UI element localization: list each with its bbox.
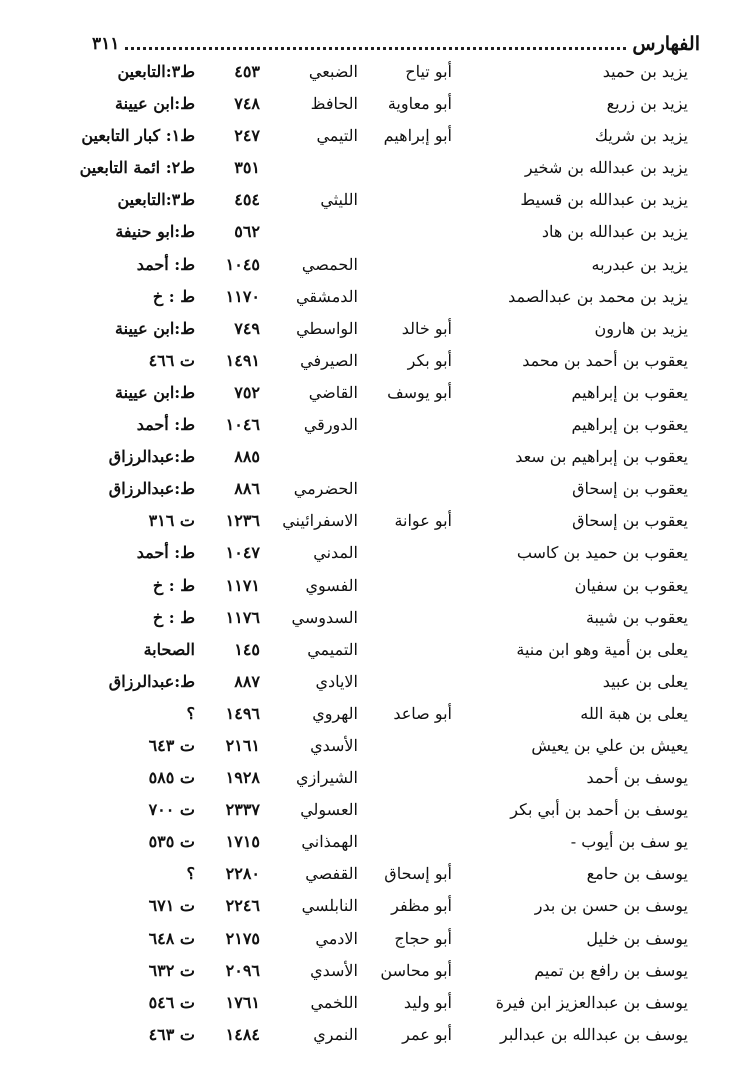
- index-row: [0, 989, 743, 1021]
- narrator-tabaqa: ط : خ: [152, 607, 195, 627]
- page-title: الفهارس: [632, 33, 700, 55]
- entry-number: ٢٣٣٧: [225, 800, 260, 820]
- index-row: [0, 732, 743, 764]
- entry-number: ٨٨٧: [234, 671, 260, 691]
- index-row: [0, 379, 743, 411]
- narrator-tabaqa: ت ٦٧١: [148, 896, 195, 916]
- narrator-nisba: التميمي: [307, 639, 358, 659]
- narrator-name: يزيد بن شريك: [594, 126, 688, 146]
- narrator-tabaqa: ط: أحمد: [136, 254, 195, 274]
- narrator-nisba: القفصي: [305, 864, 358, 884]
- narrator-nisba: الهمذاني: [301, 832, 358, 852]
- narrator-kunya: أبو خالد: [401, 318, 452, 338]
- entry-number: ٧٥٢: [234, 382, 260, 402]
- narrator-name: يوسف بن خليل: [586, 928, 688, 948]
- index-row: [0, 925, 743, 957]
- entry-number: ١٧١٥: [225, 832, 260, 852]
- narrator-tabaqa: ط:ابن عيينة: [115, 94, 195, 114]
- narrator-nisba: الواسطي: [296, 318, 358, 338]
- narrator-name: يوسف بن أحمد: [586, 768, 688, 788]
- narrator-tabaqa: ت ٥٣٥: [148, 832, 195, 852]
- narrator-tabaqa: ط٣:التابعين: [117, 190, 195, 210]
- narrator-nisba: الادمي: [315, 928, 358, 948]
- index-row: [0, 860, 743, 892]
- narrator-name: يعقوب بن أحمد بن محمد: [522, 350, 688, 370]
- narrator-nisba: النمري: [313, 1024, 358, 1044]
- narrator-tabaqa: ط:ابو حنيفة: [115, 222, 195, 242]
- entry-number: ٢٤٧: [234, 126, 260, 146]
- index-row: [0, 507, 743, 539]
- narrator-tabaqa: ت ٤٦٣: [148, 1024, 195, 1044]
- narrator-name: يوسف بن عبدالله بن عبدالبر: [499, 1024, 688, 1044]
- narrator-kunya: أبو بكر: [407, 350, 452, 370]
- narrator-tabaqa: ط: أحمد: [136, 415, 195, 435]
- index-row: [0, 90, 743, 122]
- index-row: [0, 828, 743, 860]
- narrator-tabaqa: ط:ابن عيينة: [115, 382, 195, 402]
- narrator-nisba: الحضرمي: [293, 479, 358, 499]
- entry-number: ٣٥١: [234, 158, 260, 178]
- narrator-name: يعيش بن علي بن يعيش: [531, 735, 688, 755]
- narrator-name: يعلى بن هبة الله: [580, 703, 688, 723]
- narrator-tabaqa: ط:عبدالرزاق: [108, 447, 195, 467]
- narrator-tabaqa: ت ٥٤٦: [148, 992, 195, 1012]
- entry-number: ١٤٨٤: [225, 1024, 260, 1044]
- narrator-nisba: الفسوي: [305, 575, 358, 595]
- index-row: [0, 796, 743, 828]
- index-row: [0, 475, 743, 507]
- narrator-tabaqa: ط١: كبار التابعين: [81, 126, 195, 146]
- narrator-name: يعلى بن أمية وهو ابن منية: [516, 639, 688, 659]
- narrator-name: يعقوب بن إسحاق: [572, 511, 688, 531]
- narrator-nisba: اللخمي: [310, 992, 358, 1012]
- entry-number: ١٢٣٦: [225, 511, 260, 531]
- narrator-tabaqa: ط:عبدالرزاق: [108, 671, 195, 691]
- narrator-tabaqa: ت ٦٣٢: [148, 960, 195, 980]
- entry-number: ١٤٩١: [225, 350, 260, 370]
- page-number: ٣١١: [92, 34, 120, 54]
- narrator-name: يوسف بن حامع: [586, 864, 688, 884]
- narrator-nisba: السدوسي: [291, 607, 358, 627]
- index-row: [0, 443, 743, 475]
- entry-number: ١١٧٦: [225, 607, 260, 627]
- narrator-kunya: أبو صاعد: [393, 703, 452, 723]
- narrator-nisba: الاسفرائيني: [282, 511, 358, 531]
- narrator-kunya: أبو وليد: [403, 992, 452, 1012]
- entry-number: ٨٨٦: [234, 479, 260, 499]
- narrator-tabaqa: ط : خ: [152, 575, 195, 595]
- narrator-nisba: العسولي: [300, 800, 358, 820]
- narrator-name: يو سف بن أيوب -: [570, 832, 688, 852]
- entry-number: ١٤٥: [234, 639, 260, 659]
- narrator-nisba: الحافظ: [310, 94, 358, 114]
- narrator-nisba: الأسدي: [310, 960, 358, 980]
- narrator-nisba: الليثي: [320, 190, 358, 210]
- narrator-name: يزيد بن زريع: [606, 94, 688, 114]
- narrator-kunya: أبو معاوية: [387, 94, 452, 114]
- narrator-nisba: الحمصي: [301, 254, 358, 274]
- narrator-name: يوسف بن عبدالعزيز ابن فيرة: [495, 992, 688, 1012]
- index-row: [0, 892, 743, 924]
- narrator-name: يوسف بن رافع بن تميم: [534, 960, 688, 980]
- narrator-name: يزيد بن عبدالله بن قسيط: [520, 190, 688, 210]
- entry-number: ١٩٢٨: [225, 768, 260, 788]
- entry-number: ٢١٧٥: [225, 928, 260, 948]
- narrator-name: يعقوب بن إسحاق: [572, 479, 688, 499]
- narrator-kunya: أبو محاسن: [380, 960, 452, 980]
- index-row: [0, 411, 743, 443]
- narrator-name: يعقوب بن إبراهيم: [571, 382, 688, 402]
- index-row: [0, 154, 743, 186]
- index-row: [0, 604, 743, 636]
- index-row: [0, 700, 743, 732]
- index-row: [0, 251, 743, 283]
- index-row: [0, 283, 743, 315]
- index-row: [0, 668, 743, 700]
- narrator-tabaqa: ؟: [186, 864, 195, 884]
- narrator-kunya: أبو إبراهيم: [383, 126, 452, 146]
- index-row: [0, 957, 743, 989]
- index-row: [0, 186, 743, 218]
- narrator-name: يعقوب بن شيبة: [585, 607, 688, 627]
- entry-number: ٥٦٢: [234, 222, 260, 242]
- narrator-tabaqa: ت ٦٤٣: [148, 735, 195, 755]
- narrator-name: يعقوب بن سفيان: [574, 575, 688, 595]
- narrator-nisba: الصيرفي: [300, 350, 358, 370]
- entry-number: ١٤٩٦: [225, 703, 260, 723]
- narrator-nisba: المدني: [313, 543, 358, 563]
- narrator-nisba: النابلسي: [301, 896, 358, 916]
- narrator-tabaqa: ط:عبدالرزاق: [108, 479, 195, 499]
- narrator-name: يزيد بن عبدالله بن هاد: [541, 222, 688, 242]
- narrator-name: يوسف بن حسن بن بدر: [534, 896, 688, 916]
- narrator-kunya: أبو إسحاق: [384, 864, 452, 884]
- entry-number: ٢٠٩٦: [225, 960, 260, 980]
- narrator-tabaqa: الصحابة: [143, 639, 195, 659]
- narrator-kunya: أبو عوانة: [394, 511, 452, 531]
- narrator-name: يزيد بن عبدالله بن شخير: [524, 158, 688, 178]
- entry-number: ١٧٦١: [225, 992, 260, 1012]
- narrator-tabaqa: ط:ابن عيينة: [115, 318, 195, 338]
- entry-number: ١٠٤٥: [225, 254, 260, 274]
- narrator-nisba: الدمشقي: [296, 286, 358, 306]
- narrator-nisba: الأسدي: [310, 735, 358, 755]
- entry-number: ٢٢٨٠: [225, 864, 260, 884]
- entry-number: ٧٤٨: [234, 94, 260, 114]
- entry-number: ٤٥٣: [234, 62, 260, 81]
- entry-number: ١١٧٠: [225, 286, 260, 306]
- index-row: [0, 347, 743, 379]
- narrator-tabaqa: ت ٧٠٠: [148, 800, 195, 820]
- narrator-nisba: الايادي: [315, 671, 358, 691]
- narrator-kunya: أبو عمر: [402, 1024, 452, 1044]
- narrator-kunya: أبو مظفر: [391, 896, 452, 916]
- narrator-name: يعلى بن عبيد: [602, 671, 688, 691]
- narrator-nisba: الضبعي: [308, 62, 358, 81]
- index-row: [0, 58, 743, 90]
- narrator-kunya: أبو حجاج: [394, 928, 452, 948]
- running-header: [92, 28, 700, 60]
- narrator-kunya: أبو يوسف: [387, 382, 452, 402]
- narrator-nisba: التيمي: [316, 126, 358, 146]
- index-row: [0, 539, 743, 571]
- narrator-nisba: الشيرازي: [296, 768, 358, 788]
- entry-number: ٢٢٤٦: [225, 896, 260, 916]
- index-row: [0, 636, 743, 668]
- entry-number: ٧٤٩: [234, 318, 260, 338]
- narrator-name: يوسف بن أحمد بن أبي بكر: [510, 800, 688, 820]
- index-row: [0, 122, 743, 154]
- narrator-tabaqa: ط: أحمد: [136, 543, 195, 563]
- index-row: [0, 764, 743, 796]
- narrator-name: يعقوب بن إبراهيم: [571, 415, 688, 435]
- narrator-name: يزيد بن محمد بن عبدالصمد: [508, 286, 688, 306]
- narrator-name: يعقوب بن إبراهيم بن سعد: [515, 447, 688, 467]
- narrator-tabaqa: ت ٣١٦: [148, 511, 195, 531]
- narrator-nisba: الهروي: [312, 703, 358, 723]
- narrator-tabaqa: ت ٦٤٨: [148, 928, 195, 948]
- narrator-name: يزيد بن عبدربه: [591, 254, 688, 274]
- narrator-nisba: الدورقي: [303, 415, 358, 435]
- entry-number: ١٠٤٦: [225, 415, 260, 435]
- narrator-tabaqa: ط٣:التابعين: [117, 62, 195, 81]
- entry-number: ٨٨٥: [234, 447, 260, 467]
- index-row: [0, 315, 743, 347]
- index-row: [0, 218, 743, 250]
- leader-dots: [125, 47, 626, 50]
- index-row: [0, 572, 743, 604]
- narrator-name: يعقوب بن حميد بن كاسب: [516, 543, 688, 563]
- index-row: [0, 1021, 743, 1053]
- narrator-nisba: القاضي: [308, 382, 358, 402]
- narrator-kunya: أبو تياح: [405, 62, 452, 81]
- entry-number: ١٠٤٧: [225, 543, 260, 563]
- narrator-tabaqa: ت ٤٦٦: [148, 350, 195, 370]
- narrator-tabaqa: ؟: [186, 703, 195, 723]
- narrator-tabaqa: ت ٥٨٥: [148, 768, 195, 788]
- entry-number: ٢١٦١: [225, 735, 260, 755]
- index-table: [0, 58, 743, 1053]
- entry-number: ٤٥٤: [234, 190, 260, 210]
- narrator-tabaqa: ط٢: ائمة التابعين: [79, 158, 195, 178]
- narrator-tabaqa: ط : خ: [152, 286, 195, 306]
- entry-number: ١١٧١: [225, 575, 260, 595]
- narrator-name: يزيد بن حميد: [602, 62, 688, 81]
- narrator-name: يزيد بن هارون: [594, 318, 688, 338]
